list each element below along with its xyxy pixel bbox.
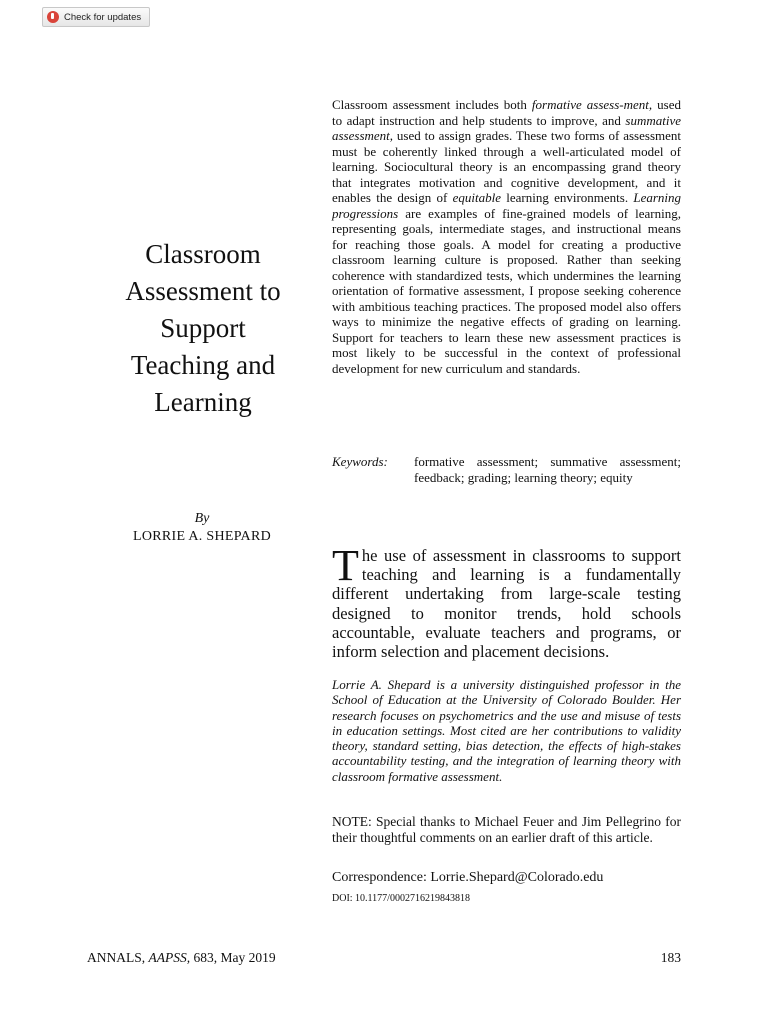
by-label: By bbox=[194, 511, 210, 526]
keywords-text: formative assessment; summative assessment; feedback; grading; learning theory; equity bbox=[414, 454, 681, 485]
abstract-term: summative assessment, bbox=[332, 112, 681, 143]
byline bbox=[102, 510, 302, 546]
article-title bbox=[92, 236, 314, 421]
drop-cap: T bbox=[332, 541, 359, 590]
keywords-label: Keywords: bbox=[332, 454, 388, 469]
abstract-text: used to assign grades. These two forms of assessment must be coherently linked through a well-articulated model of learning. Sociocultural theory is an encompassing grand theory that integrates motivation and cognitive development, and it enables the design of bbox=[332, 128, 681, 205]
title-line: Support bbox=[160, 313, 246, 343]
abstract-text: learning environments. bbox=[501, 190, 634, 205]
journal-pre: ANNALS, bbox=[87, 950, 149, 965]
check-for-updates-button[interactable] bbox=[42, 7, 150, 27]
title-line: Assessment to bbox=[125, 276, 281, 306]
journal-citation bbox=[87, 950, 276, 966]
abstract-term: formative assess-ment, bbox=[531, 97, 653, 112]
abstract-term: Learning progressions bbox=[332, 190, 682, 221]
check-updates-icon bbox=[47, 11, 59, 23]
acknowledgment-note: NOTE: Special thanks to Michael Feuer and Jim Pellegrino for their thoughtful comments on an earlier draft of this article. bbox=[332, 814, 681, 845]
check-for-updates-label: Check for updates bbox=[64, 11, 142, 23]
correspondence: Correspondence: Lorrie.Shepard@Colorado.edu bbox=[332, 870, 604, 885]
page-number: 183 bbox=[660, 950, 681, 965]
abstract-text: used to adapt instruction and help students to improve, and bbox=[332, 97, 681, 128]
doi: DOI: 10.1177/0002716219843818 bbox=[332, 893, 470, 904]
intro-paragraph bbox=[332, 541, 681, 662]
intro-text: he use of assessment in classrooms to support teaching and learning is a fundamentally different undertaking from large-scale testing designed to monitor trends, hold schools accountable, evaluate teachers and programs, or inform selection and placement decisions. bbox=[332, 546, 681, 662]
abstract bbox=[332, 97, 681, 376]
journal-post: 683, May 2019 bbox=[190, 950, 276, 965]
title-line: Teaching and bbox=[130, 350, 276, 380]
author-bio: Lorrie A. Shepard is a university distinguished professor in the School of Education at the University of Colorado Boulder. Her research focuses on psychometrics and the use and misuse of tests in education settings. Most cited are her contributions to validity theory, standard setting, bias detection, the effects of high-stakes accountability testing, and the integration of learning theory with classroom formative assessment. bbox=[332, 677, 681, 784]
abstract-text: Classroom assessment includes both bbox=[332, 97, 532, 112]
keywords bbox=[332, 454, 681, 485]
abstract-term: equitable bbox=[452, 190, 501, 205]
journal-name: AAPSS, bbox=[148, 950, 191, 965]
author-name: LORRIE A. SHEPARD bbox=[133, 529, 271, 544]
abstract-text: are examples of fine-grained models of learning, representing goals, intermediate stages, and instructional means for reaching those goals. A model for creating a productive classroom learning culture is proposed. Rather than seeking coherence with standardized tests, which undermines the learning orientation of formative assessment, I propose seeking coherence with ambitious teaching practices. The proposed model also offers ways to minimize the negative effects of grading on learning. Support for teachers to learn these new assessment practices is most likely to be successful in the context of professional development for new curriculum and standards. bbox=[332, 205, 681, 376]
title-line: Learning bbox=[154, 387, 252, 417]
title-line: Classroom bbox=[145, 239, 261, 269]
